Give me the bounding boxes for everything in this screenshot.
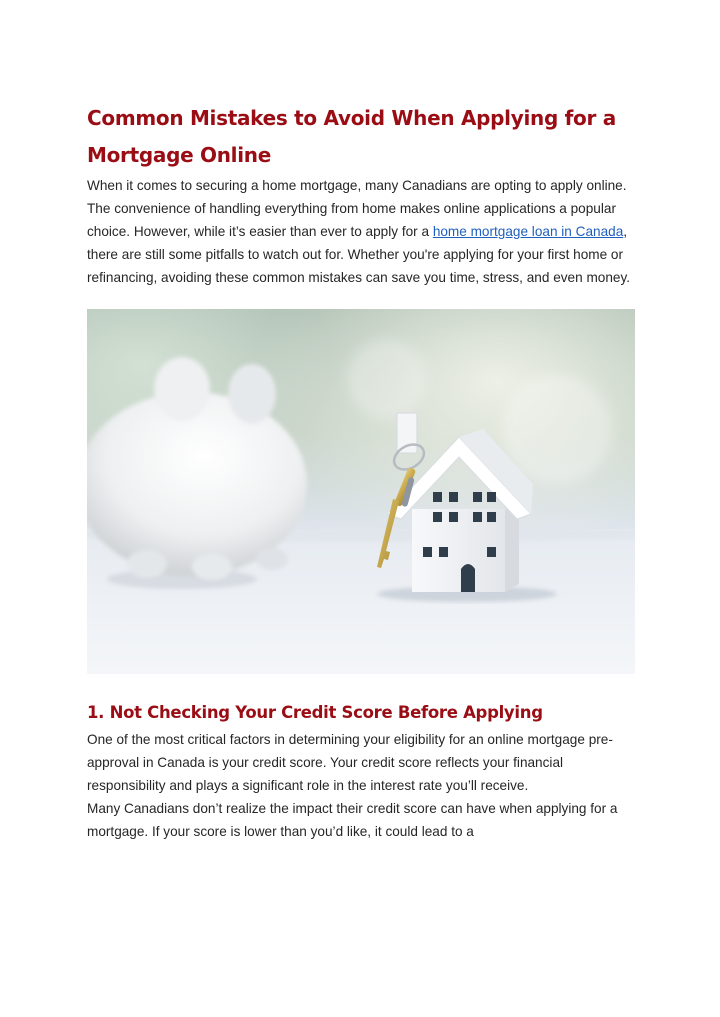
intro-text-end: , there are still some pitfalls to watch out for. Whether you're applying for your first home or refinancing, avoiding these common mistakes can save you time, stress, and even money. [87, 224, 631, 285]
section-paragraph: Many Canadians don’t realize the impact their credit score can have when applying for a mortgage. If your score is lower than you’d like, it could lead to a [87, 801, 618, 839]
page-title: Common Mistakes to Avoid When Applying for a Mortgage Online [87, 106, 616, 167]
hero-image [87, 309, 635, 674]
section-heading: 1. Not Checking Your Credit Score Before Applying [87, 703, 543, 722]
intro-text-start: When it comes to securing a home mortgage, many Canadians are opting to apply online. The convenience of handling everything from home makes online applications a popular choice. However, while it’s easier than ever to apply for a [87, 178, 627, 239]
mortgage-loan-link[interactable]: home mortgage loan in Canada [432, 224, 624, 239]
intro-paragraph [87, 174, 635, 289]
section-paragraph: One of the most critical factors in determining your eligibility for an online mortgage pre-approval in Canada is your credit score. Your credit score reflects your financial responsibility and plays a significant role in the interest rate you’ll receive. [87, 732, 613, 793]
document-page [87, 100, 635, 843]
